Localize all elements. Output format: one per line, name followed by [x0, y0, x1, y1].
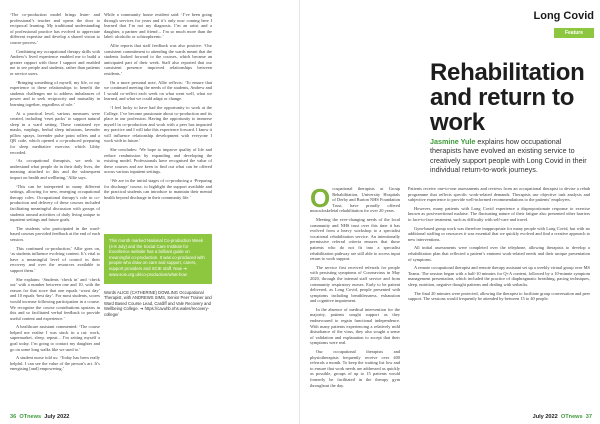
left-column-1 [10, 12, 100, 404]
paragraph: ‘As occupational therapists, we seek to understand what people do in their daily lives, the meaning attached to this and the subsequent impact on health and wellbeing,’ Allie says. [10, 158, 100, 181]
paragraph: All initial assessments were completed over the telephone, allowing therapists to develop a rehabilitation plan that reflected a patient’s eminent work-related needs and their unique presentation of symptoms. [408, 245, 590, 262]
paragraph: She explains: ‘Students ‘check in’ and ‘check out’ with a number between one and 10, with the reason for that score that one equals ‘worst day’ and 10 equals ‘best day’. For most students, scores would increase following participation in a course. We recognise the course contributions upstairs in this and so facilitated verbal feedback to provide useful content and experience.’ [10, 276, 100, 321]
paragraph [310, 186, 400, 214]
paragraph: The service first received referrals for people with persisting symptoms of Coronavirus in May 2020, through the internal staff service and from community respiratory nurses. Early to be patient delivered, as Long Covid, people presented with symptoms including breathlessness, exhaustion and cognitive impairment. [310, 264, 400, 304]
paragraph: In the absence of medical intervention for the majority, patients sought support as they endeavoured to regain functional independence. With many patients experiencing a relatively mild disturbance of the virus, they also sought a sense of validation and explanation to accept that their symptoms were real. [310, 306, 400, 346]
headline: Rehabilitation and return to work [430, 59, 585, 136]
page-number: 36 [10, 414, 17, 420]
paragraph: Combining my occupational therapy skills with Andrew’s lived experience enabled me to build a greater rapport with those I support and enabled me to see people and students, rather than patients or service users. [10, 48, 100, 76]
right-column-2 [408, 186, 590, 400]
issue-date: July 2022 [44, 414, 70, 420]
paragraph: ‘I feel lucky to have had the opportunity to work at the College. I’ve become passionate about co-production and its place in our profession. Having the opportunity to immerse myself in co-production and work with a peer has impacted my practice and I will take this experience forward. I know it will influence relationship development with everyone I work with in future.’ [104, 104, 212, 144]
paragraph: She concludes: ‘We hope to improve quality of life and reduce readmission by expanding and developing the existing model. Professionals have recognised the value of these courses and are keen to find out what can be offered across various inpatient settings. [104, 147, 212, 175]
standfirst [430, 137, 592, 174]
paragraph: This continued co-production,’ Allie goes on, ‘as students influence evolving content. It’s vital to have a meaningful level of control in their recovery and over the resources available to support them.’ [10, 245, 100, 273]
paragraph-text: ccupational therapists at Group Rehabilitation, University Hospitals of Derby and Burton NHS Foundation Trust, have proudly offered musculoskeletal rehabilitation for over 20 years. [310, 186, 400, 214]
paragraph: While a community house resident said: ‘I’ve been going through services for years and it’s only now coming here I learned that I’m not my diagnosis. I’m an artist and a daughter, a partner and friend – I’m so much more than the label: alcoholic or schizophrenic.’ [104, 12, 212, 40]
brand-name: OTnews [560, 414, 583, 420]
left-page [0, 0, 299, 424]
feature-tag: Feature [554, 28, 594, 38]
paragraph: Gym-based group work was therefore inappropriate for many people with Long Covid, but with no additional staffing or resources it was essential that we quickly evolved and find a creative approach to new interventions. [408, 225, 590, 242]
right-footer [533, 414, 592, 420]
paragraph: Our occupational therapists and physiotherapists frequently receive over 400 referrals a month. To keep the waiting list low and to ensure that work needs are addressed as quickly as possible, groups of up to 15 patients would formerly be facilitated in the therapy gym throughout the day. [310, 349, 400, 388]
paragraph: However, many patients with Long Covid experience a disproportionate response to exercise known as post-exertional malaise. The fluctuating nature of their fatigue also presented other barriers to face-to-face treatment, such as difficulty with self-care and travel. [408, 205, 590, 222]
right-column-1 [310, 186, 400, 400]
paragraph: ‘The co-production model brings learn- and professional’s teacher and opens the door to reciprocal learning. My traditional understanding of professional practice has evolved to appreciate different expertise and develop a shared vision to course process.’ [10, 12, 100, 45]
issue-date: July 2022 [532, 414, 558, 420]
paragraph: ‘This can be interpreted in many different settings, allowing for new, emerging occupational therapy roles. Occupational therapy’s role in co-production and delivery of these courses included facilitating meaningful discussion with groups of students around activities of daily living unique to inpatient settings and future goals. [10, 183, 100, 223]
left-footer [10, 414, 69, 420]
paragraph: On a more personal note, Allie reflects: ‘To ensure that we continued meeting the needs of the students, Andrew and I would co-reflect each week on what went well, what we learned, and what we could adapt or change. [104, 79, 212, 102]
credits-text: Words ALICE (CATHERINE) DOWLING Occupational Therapist, with ANDREWS SIMS, Senior Peer Trainer and Ward Based Course Lead, Cardiff and Vale Recovery and Wellbeing College. ➜ https://cavuhb.nhs.wales/recovery-college/ [104, 290, 212, 317]
page-number: 37 [585, 414, 592, 420]
credits [104, 290, 212, 317]
standfirst-text: explains how occupational therapists have evolved an existing service to creatively support people with Long Covid in their individual return-to-work journeys. [430, 137, 587, 174]
brand-name: OTnews [19, 414, 42, 420]
paragraph: A healthcare assistant commented: ‘The course helped me realise I was stuck in a rut: work, supermarket, sleep, repeat... I’m setting myself a goal today. I’m going to contact my daughter and go on some long walks like we used to.’ [10, 324, 100, 352]
author-name: Jasmine Yule [430, 137, 476, 146]
paragraph: Allie reports that staff feedback was also positive. ‘Our consistent commitment to attending the wards meant that the students looked forward to the courses, which became an anticipated part of their week. Staff also reported that our consistent presence improved relationships between residents.’ [104, 42, 212, 76]
paragraph: Patients receive one-to-one assessments and reviews from an occupational therapist to devise a rehab programme that reflects specific work-related demands. Therapists use objective task analysis and subjective experience to provide well-informed recommendations to the patients’ employers. [408, 186, 590, 203]
left-column-2 [104, 12, 212, 230]
right-page [300, 0, 600, 424]
paragraph: A student nurse told us: ‘Today has been really helpful. I can see the value of the person’s art. It’s energising [and] empowering.’ [10, 355, 100, 372]
info-box [104, 234, 212, 284]
paragraph: The final 20 minutes were protected, allowing the therapist to facilitate group conversation and peer support. The sessions would frequently be attended by between 15 to 40 people. [408, 290, 590, 302]
info-box-text: This month marked National Co-production Week (4-8 July) and the Social Care Institute for Excellence website has a brilliant guide on meaningful co-production. It was co-produced with people who draw on care and support, carers, support providers and SCIE staff. Now ➜ www.scie.org.uk/co-production/what-how [109, 238, 205, 277]
paragraph: ‘We are in the initial stages of co-producing a ‘Preparing for discharge’ course, to highlight the support available and the practical students can introduce to maintain their mental health beyond discharge in their community life.’ [104, 178, 212, 200]
paragraph: The students who participated in the ward-based courses provided feedback at the end of each session. [10, 225, 100, 242]
section-title: Long Covid [533, 10, 594, 22]
paragraph: Meeting the ever-changing needs of the local community and NHS trust over this time it has evolved from a heavy workshop to a specialist vocational rehabilitation service. An intentionally permissive referral criteria ensures that those patients who do not fit into a specialist rehabilitation pathway are still able to access input return to work support. [310, 216, 400, 262]
paragraph: A remote occupational therapist and remote therapy assistant set up a weekly virtual group over MS Teams. The session began with a half-10 minutes for Q+A content, followed by a 10-minute symptom management presentation, which included the practice of diaphragmatic breathing, pacing techniques, sleep, nutrition, negative thought patterns and dealing with setbacks. [408, 265, 590, 287]
drop-cap: O [310, 186, 331, 213]
paragraph: At a practical level, various measures were created, including ‘reset packs’ to support natural sleep in a ward setting. These contained eye masks, earplugs, herbal sleep infusions, lavender pillow sprays, lavender pulse point rollers and a QR code, which opened a co-produced preparing for sleep meditative exercise, which Libby recorded. [10, 110, 100, 155]
paragraph: ‘Bringing something of myself, my life, or my experience to these relationships to benefit the students challenges me to address imbalances of power and to seek reciprocity and mutuality in learning together, regardless of role.’ [10, 79, 100, 107]
